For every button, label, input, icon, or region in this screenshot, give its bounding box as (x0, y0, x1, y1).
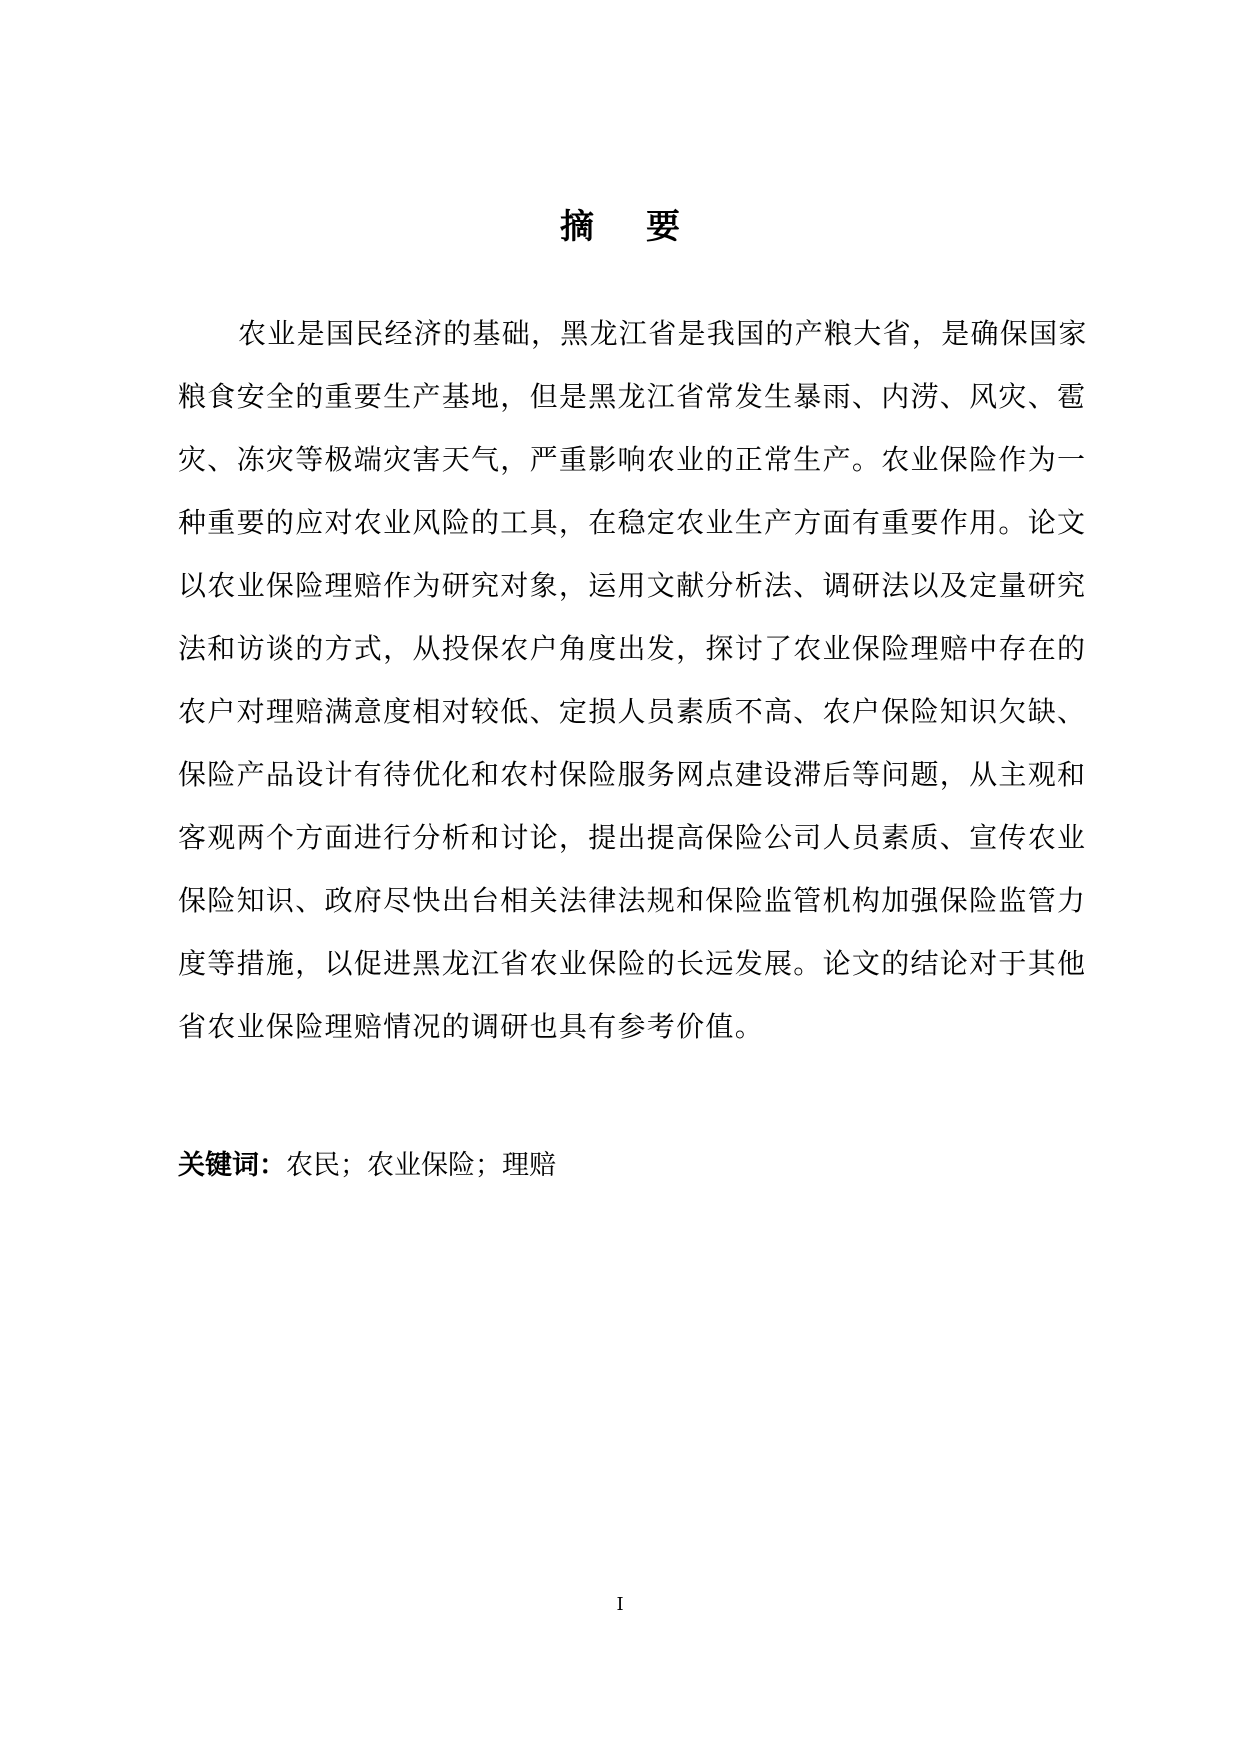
abstract-line: 农业是国民经济的基础，黑龙江省是我国的产粮大省，是确保国家 (238, 317, 1088, 350)
keywords-text: 农民；农业保险；理赔 (286, 1150, 556, 1181)
abstract-line: 灾、冻灾等极端灾害天气，严重影响农业的正常生产。农业保险作为一 (178, 443, 1087, 476)
abstract-title-char-1: 摘 (560, 207, 594, 247)
abstract-title-char-2: 要 (646, 207, 680, 247)
abstract-line: 客观两个方面进行分析和讨论，提出提高保险公司人员素质、宣传农业 (178, 821, 1087, 854)
abstract-line: 保险产品设计有待优化和农村保险服务网点建设滞后等问题，从主观和 (178, 758, 1087, 791)
abstract-line: 种重要的应对农业风险的工具，在稳定农业生产方面有重要作用。论文 (178, 506, 1087, 539)
page-number: I (616, 1594, 624, 1615)
abstract-line: 以农业保险理赔作为研究对象，运用文献分析法、调研法以及定量研究 (178, 569, 1087, 602)
abstract-line: 法和访谈的方式，从投保农户角度出发，探讨了农业保险理赔中存在的 (178, 632, 1087, 665)
abstract-line: 度等措施，以促进黑龙江省农业保险的长远发展。论文的结论对于其他 (178, 947, 1087, 980)
abstract-title (0, 203, 1240, 251)
abstract-body (178, 302, 1108, 1058)
abstract-line: 保险知识、政府尽快出台相关法律法规和保险监管机构加强保险监管力 (178, 884, 1087, 917)
keywords-label: 关键词： (178, 1150, 286, 1181)
abstract-line: 农户对理赔满意度相对较低、定损人员素质不高、农户保险知识欠缺、 (178, 695, 1087, 728)
abstract-line: 粮食安全的重要生产基地，但是黑龙江省常发生暴雨、内涝、风灾、雹 (178, 380, 1087, 413)
abstract-line: 省农业保险理赔情况的调研也具有参考价值。 (178, 1010, 765, 1043)
keywords (178, 1144, 556, 1188)
